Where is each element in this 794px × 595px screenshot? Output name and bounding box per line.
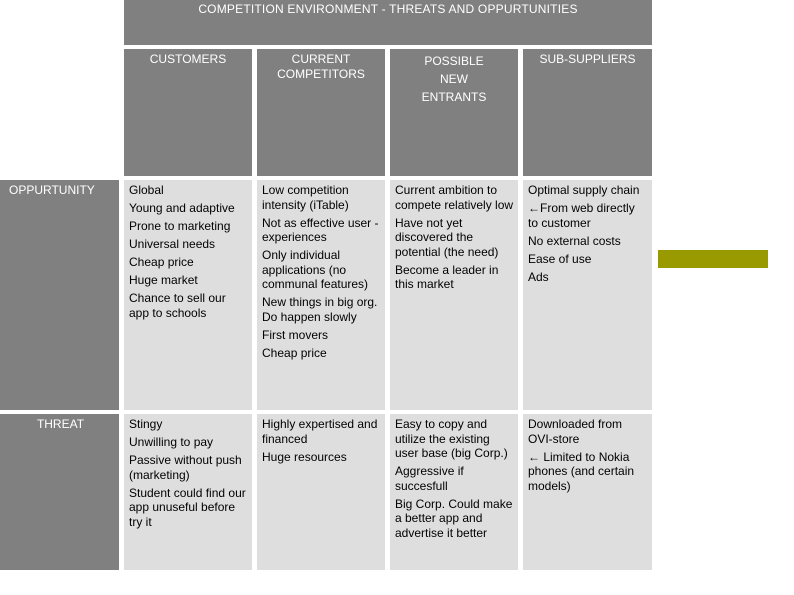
list-item: Low competition intensity (iTable) <box>262 183 349 212</box>
cell-threat-current-competitors <box>257 414 385 570</box>
list-item: Downloaded from OVI-store <box>528 417 623 446</box>
column-header-customers: CUSTOMERS <box>124 49 252 176</box>
list-item: First movers <box>262 327 328 342</box>
accent-bar <box>658 250 768 268</box>
list-item: Huge resources <box>262 449 347 464</box>
list-item: Highly expertised and financed <box>262 417 378 446</box>
list-item: Not as effective user -experiences <box>262 215 379 244</box>
list-item: Ease of use <box>528 251 592 266</box>
list-item: Stingy <box>129 417 163 431</box>
list-item: Aggressive if succesfull <box>395 464 464 493</box>
list-item: Cheap price <box>129 255 194 269</box>
row-header-threat: THREAT <box>0 414 119 570</box>
list-item: Easy to copy and utilize the existing user base (big Corp.) <box>395 417 508 460</box>
list-item: ← Limited to Nokia phones (and certain models) <box>528 449 635 493</box>
cell-opportunity-sub-suppliers <box>523 180 652 410</box>
column-header-current-competitors: CURRENT COMPETITORS <box>257 49 385 176</box>
list-item: Big Corp. Could make a better app and advertise it better <box>395 496 513 540</box>
cell-threat-sub-suppliers <box>523 414 652 570</box>
cell-opportunity-current-competitors <box>257 180 385 410</box>
list-item: Cheap price <box>262 345 327 360</box>
slide-title: COMPETITION ENVIRONMENT - THREATS AND OPPURTUNITIES <box>124 0 652 45</box>
list-item: Ads <box>528 269 549 284</box>
list-item: Universal needs <box>129 237 216 251</box>
cell-opportunity-customers <box>124 180 252 410</box>
column-header-sub-suppliers: SUB-SUPPLIERS <box>523 49 652 176</box>
list-item: No external costs <box>528 233 621 248</box>
cell-opportunity-possible-new-entrants <box>390 180 518 410</box>
list-item: Student could find our app unuseful before try it <box>129 485 246 529</box>
list-item: Unwilling to pay <box>129 435 214 449</box>
list-item: Young and adaptive <box>129 201 235 215</box>
list-item: New things in big org. Do happen slowly <box>262 295 378 324</box>
list-item: Only individual applications (no communal features) <box>262 248 369 291</box>
list-item: Optimal supply chain <box>528 183 640 197</box>
list-item: Become a leader in this market <box>395 262 499 291</box>
list-item: Have not yet discovered the potential (the need) <box>395 215 499 259</box>
list-item: Prone to marketing <box>129 219 231 233</box>
row-header-opportunity: OPPURTUNITY <box>0 180 119 410</box>
list-item: Chance to sell our app to schools <box>129 291 226 320</box>
list-item: ←From web directly to customer <box>528 201 635 230</box>
cell-threat-possible-new-entrants <box>390 414 518 570</box>
column-header-possible-new-entrants: POSSIBLE NEW ENTRANTS <box>390 49 518 176</box>
list-item: Global <box>129 183 164 197</box>
list-item: Current ambition to compete relatively low <box>395 183 514 212</box>
cell-threat-customers <box>124 414 252 570</box>
list-item: Huge market <box>129 273 198 287</box>
list-item: Passive without push (marketing) <box>129 453 242 482</box>
